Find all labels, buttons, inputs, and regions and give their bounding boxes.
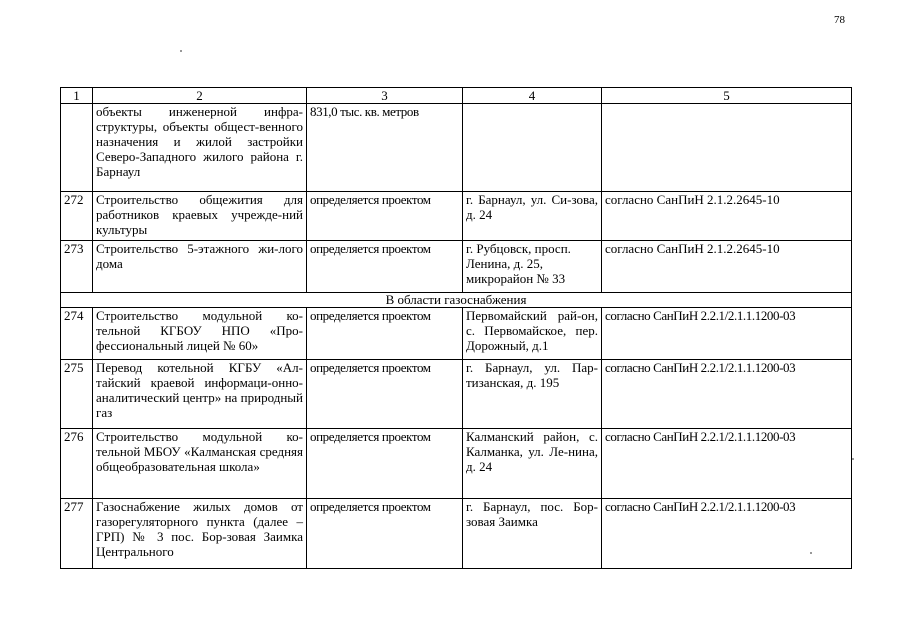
row-number: 275 xyxy=(61,360,93,429)
row-number: 274 xyxy=(61,308,93,360)
sanitary-zone: согласно СанПиН 2.2.1/2.1.1.1200-03 xyxy=(602,499,852,569)
object-location: г. Рубцовск, просп. Ленина, д. 25, микрорайон № 33 xyxy=(463,241,602,293)
object-location: Первомайский рай-он, с. Первомайское, пер. Дорожный, д.1 xyxy=(463,308,602,360)
object-name: объекты инженерной инфра-структуры, объекты общест-венного назначения и жилой застройки Северо-Западного жилого района г. Барнаул xyxy=(93,104,307,192)
table-row xyxy=(61,360,852,429)
object-name: Газоснабжение жилых домов от газорегуляторного пункта (далее – ГРП) № 3 пос. Бор-зовая Заимка Центрального xyxy=(93,499,307,569)
object-name: Строительство модульной ко-тельной МБОУ «Калманская средняя общеобразовательная школа» xyxy=(93,429,307,499)
column-header: 1 xyxy=(61,88,93,104)
column-header: 5 xyxy=(602,88,852,104)
sanitary-zone xyxy=(602,104,852,192)
header-row xyxy=(61,88,852,104)
object-capacity: определяется проектом xyxy=(307,192,463,241)
objects-table xyxy=(60,87,852,569)
section-row xyxy=(61,293,852,308)
object-capacity: 831,0 тыс. кв. метров xyxy=(307,104,463,192)
row-number: 272 xyxy=(61,192,93,241)
table-row xyxy=(61,499,852,569)
column-header: 2 xyxy=(93,88,307,104)
sanitary-zone: согласно СанПиН 2.2.1/2.1.1.1200-03 xyxy=(602,360,852,429)
row-number xyxy=(61,104,93,192)
object-capacity: определяется проектом xyxy=(307,499,463,569)
object-location: г. Барнаул, пос. Бор-зовая Заимка xyxy=(463,499,602,569)
table-row xyxy=(61,241,852,293)
section-title: В области газоснабжения xyxy=(61,293,852,308)
sanitary-zone: согласно СанПиН 2.1.2.2645-10 xyxy=(602,192,852,241)
object-location: г. Барнаул, ул. Си-зова, д. 24 xyxy=(463,192,602,241)
column-header: 3 xyxy=(307,88,463,104)
row-number: 276 xyxy=(61,429,93,499)
object-capacity: определяется проектом xyxy=(307,429,463,499)
row-number: 273 xyxy=(61,241,93,293)
object-capacity: определяется проектом xyxy=(307,308,463,360)
object-name: Строительство 5-этажного жи-лого дома xyxy=(93,241,307,293)
object-name: Перевод котельной КГБУ «Ал-тайский краевой информаци-онно-аналитический центр» на природный газ xyxy=(93,360,307,429)
table-row xyxy=(61,429,852,499)
object-capacity: определяется проектом xyxy=(307,360,463,429)
table-row xyxy=(61,192,852,241)
page-number: 78 xyxy=(834,14,845,26)
object-location: г. Барнаул, ул. Пар-тизанская, д. 195 xyxy=(463,360,602,429)
sanitary-zone: согласно СанПиН 2.2.1/2.1.1.1200-03 xyxy=(602,308,852,360)
column-header: 4 xyxy=(463,88,602,104)
sanitary-zone: согласно СанПиН 2.2.1/2.1.1.1200-03 xyxy=(602,429,852,499)
object-location: Калманский район, с. Калманка, ул. Ле-нина, д. 24 xyxy=(463,429,602,499)
row-number: 277 xyxy=(61,499,93,569)
sanitary-zone: согласно СанПиН 2.1.2.2645-10 xyxy=(602,241,852,293)
scan-speck xyxy=(180,50,182,52)
object-capacity: определяется проектом xyxy=(307,241,463,293)
table-row xyxy=(61,308,852,360)
scan-speck xyxy=(852,458,854,460)
object-name: Строительство общежития для работников краевых учрежде-ний культуры xyxy=(93,192,307,241)
object-location xyxy=(463,104,602,192)
table-row xyxy=(61,104,852,192)
object-name: Строительство модульной ко-тельной КГБОУ НПО «Про-фессиональный лицей № 60» xyxy=(93,308,307,360)
